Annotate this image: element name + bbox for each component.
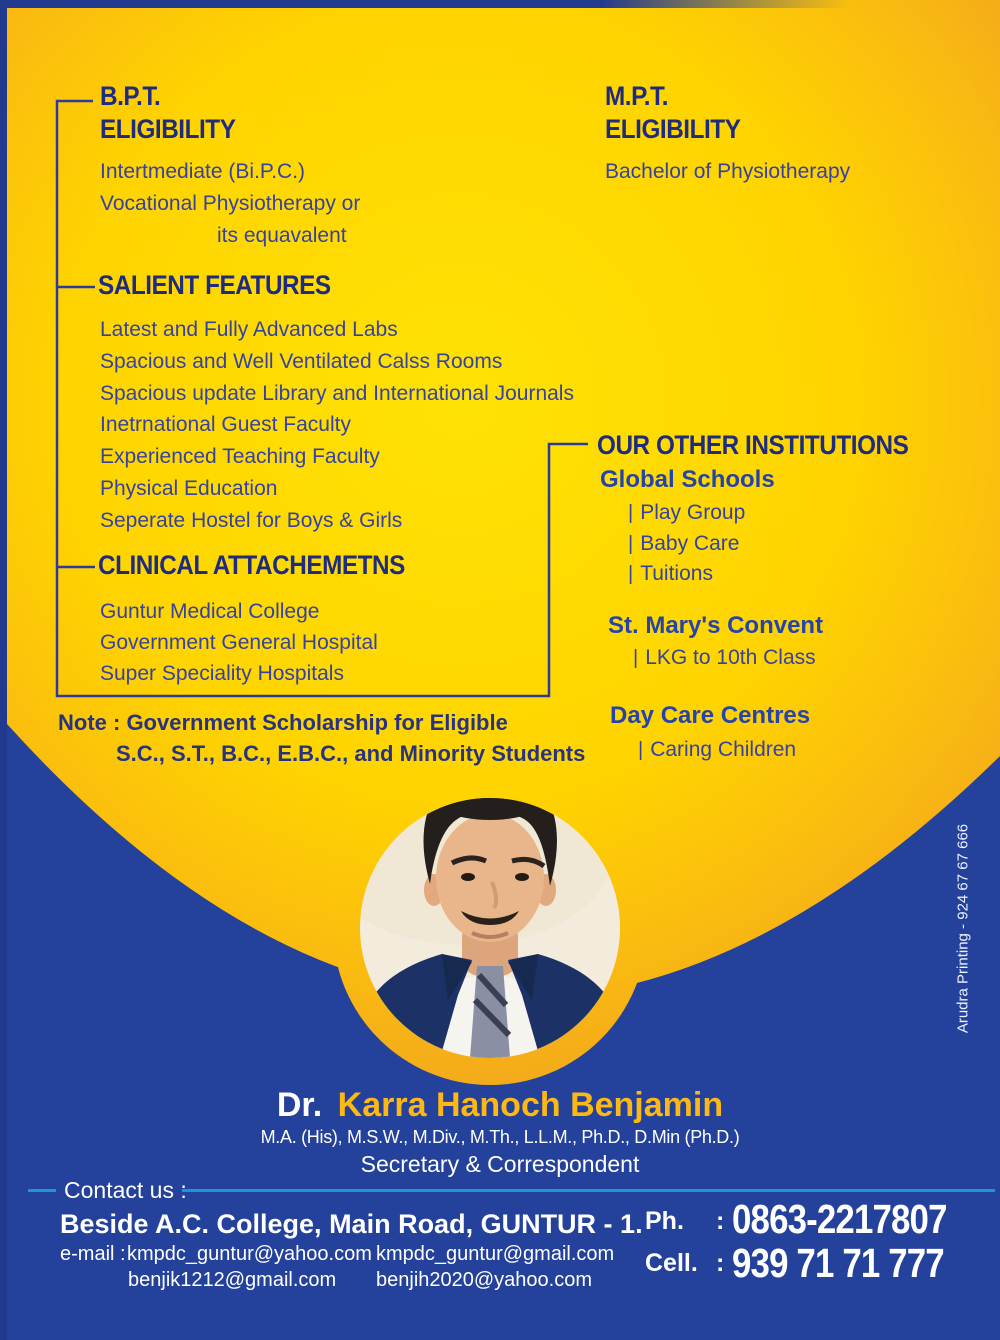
clinical-item: Guntur Medical College <box>100 600 320 623</box>
group-name: Global Schools <box>600 466 775 493</box>
email-address: kmpdc_guntur@yahoo.com <box>127 1243 372 1265</box>
email-address: benjik1212@gmail.com <box>128 1269 337 1291</box>
contact-address: Beside A.C. College, Main Road, GUNTUR - 1. <box>60 1209 643 1239</box>
person-prefix: Dr. <box>276 1086 323 1124</box>
bpt-line: its equavalent <box>217 224 347 247</box>
institution-item: | LKG to 10th Class <box>633 643 823 674</box>
email-address: benjih2020@yahoo.com <box>376 1269 593 1291</box>
mpt-title: M.P.T. <box>605 81 669 111</box>
salient-list <box>100 314 574 537</box>
salient-item: Spacious update Library and International Journals <box>100 381 574 405</box>
phone-label: Ph. <box>645 1207 684 1235</box>
institution-group-st-marys <box>608 612 823 674</box>
bpt-section <box>100 80 360 252</box>
printer-credit: Arudra Printing - 924 67 67 666 <box>954 823 972 1034</box>
salient-item: Spacious and Well Ventilated Calss Rooms <box>100 349 503 373</box>
salient-item: Physical Education <box>100 476 278 500</box>
pipe-bullet: | <box>638 739 644 761</box>
contact-rule-right <box>182 1189 995 1192</box>
mpt-subtitle: ELIGIBILITY <box>605 114 741 144</box>
institution-group-day-care <box>610 702 810 766</box>
pipe-bullet: | <box>628 563 634 585</box>
institution-item: | Baby Care <box>628 529 775 560</box>
phone-colon: : <box>716 1207 725 1235</box>
institution-item: | Play Group <box>628 498 775 529</box>
institution-group-global-schools <box>600 466 775 590</box>
scholarship-note-line1: Note : Government Scholarship for Eligible <box>58 710 508 735</box>
bpt-line: Intertmediate (Bi.P.C.) <box>100 160 306 183</box>
clinical-item: Government General Hospital <box>100 631 378 654</box>
scholarship-note-line2: S.C., S.T., B.C., E.B.C., and Minority Students <box>116 741 586 766</box>
bpt-subtitle: ELIGIBILITY <box>100 114 236 144</box>
email-label: e-mail : <box>60 1243 126 1265</box>
clinical-list <box>100 596 378 689</box>
institutions-heading: OUR OTHER INSTITUTIONS <box>597 430 909 460</box>
contact-label: Contact us : <box>64 1177 187 1203</box>
frame-top <box>0 0 1000 8</box>
clinical-heading: CLINICAL ATTACHEMETNS <box>98 550 405 580</box>
institution-item: | Caring Children <box>638 735 810 766</box>
cell-label: Cell. <box>645 1249 698 1277</box>
salient-heading: SALIENT FEATURES <box>98 270 331 300</box>
email-address: kmpdc_guntur@gmail.com <box>376 1243 615 1265</box>
contact-rule-left <box>28 1189 56 1192</box>
salient-item: Inetrnational Guest Faculty <box>100 413 351 437</box>
mpt-section <box>605 80 850 188</box>
person-name: Karra Hanoch Benjamin <box>337 1086 724 1124</box>
salient-item: Latest and Fully Advanced Labs <box>100 318 398 341</box>
person-credentials: M.A. (His), M.S.W., M.Div., M.Th., L.L.M., Ph.D., D.Min (Ph.D.) <box>260 1127 740 1147</box>
person-role: Secretary & Correspondent <box>360 1151 640 1177</box>
mpt-line: Bachelor of Physiotherapy <box>605 160 851 183</box>
bpt-title: B.P.T. <box>100 81 161 111</box>
salient-item: Seperate Hostel for Boys & Girls <box>100 508 403 532</box>
cell-number: 939 71 71 777 <box>732 1240 944 1286</box>
cell-colon: : <box>716 1249 725 1277</box>
pipe-bullet: | <box>633 647 639 669</box>
group-name: Day Care Centres <box>610 702 811 729</box>
clinical-item: Super Speciality Hospitals <box>100 662 344 685</box>
pipe-bullet: | <box>628 502 634 524</box>
phone-number: 0863-2217807 <box>732 1196 947 1242</box>
institution-item: | Tuitions <box>628 559 775 590</box>
pipe-bullet: | <box>628 532 634 555</box>
salient-item: Experienced Teaching Faculty <box>100 445 380 469</box>
person-name-line <box>0 1086 1000 1125</box>
bpt-line: Vocational Physiotherapy or <box>100 192 361 215</box>
group-name: St. Mary's Convent <box>608 612 824 639</box>
